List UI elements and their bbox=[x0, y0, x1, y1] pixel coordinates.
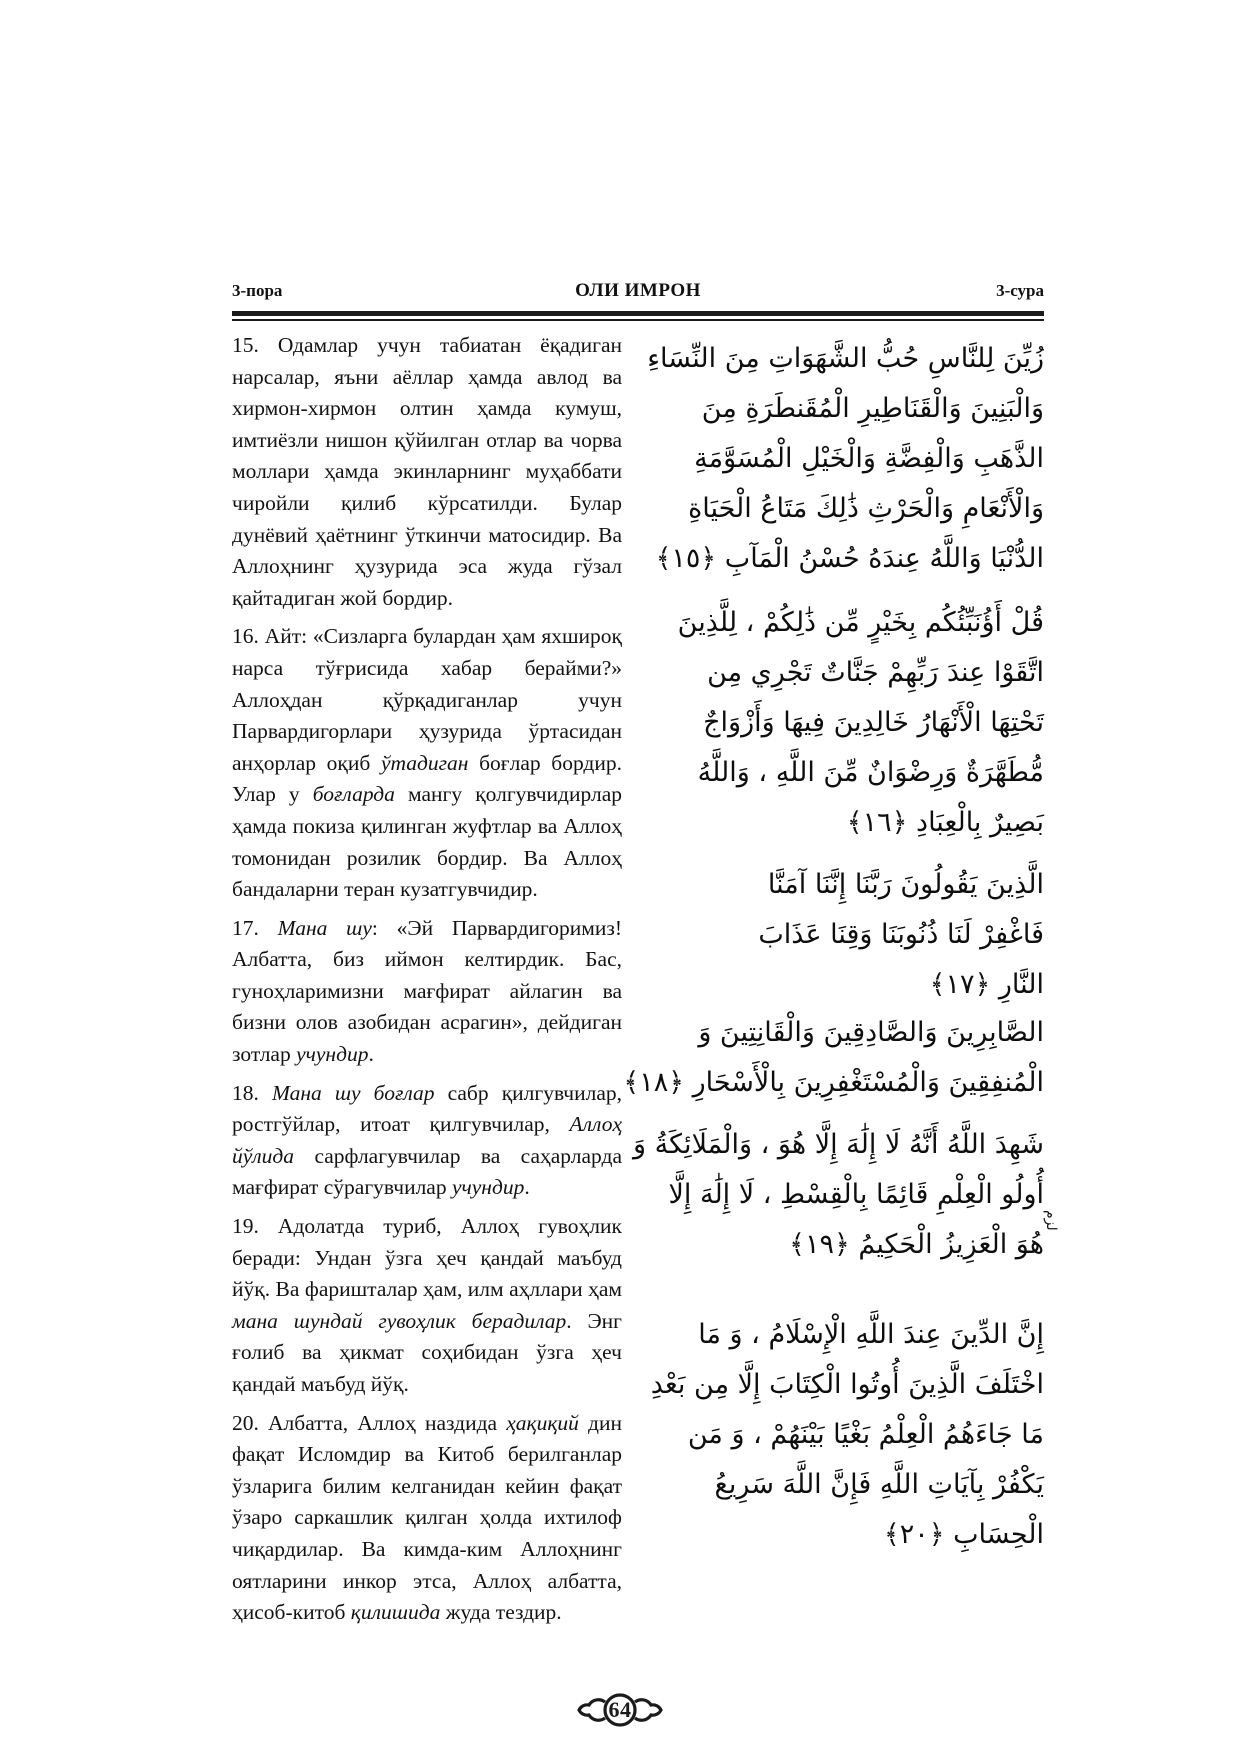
arabic-line: وَالْأَنْعَامِ وَالْحَرْثِ ذَٰلِكَ مَتَاعُ الْحَيَاةِ bbox=[688, 493, 1044, 524]
arabic-line: اخْتَلَفَ الَّذِينَ أُوتُوا الْكِتَابَ إِلَّا مِن بَعْدِ bbox=[650, 1369, 1044, 1400]
header-rule-thick bbox=[232, 311, 1044, 316]
arabic-verse-block bbox=[652, 860, 1044, 1010]
arabic-line: تَحْتِهَا الْأَنْهَارُ خَالِدِينَ فِيهَا وَأَزْوَاجٌ bbox=[703, 707, 1044, 738]
arabic-verse-block bbox=[652, 598, 1044, 848]
arabic-line: قُلْ أَؤُنَبِّئُكُم بِخَيْرٍ مِّن ذَٰلِكُمْ ، لِلَّذِينَ bbox=[677, 607, 1044, 638]
page-number-ornament bbox=[554, 1688, 686, 1732]
arabic-line: وَالْبَنِينَ وَالْقَنَاطِيرِ الْمُقَنطَرَةِ مِنَ bbox=[701, 393, 1044, 424]
running-header bbox=[232, 280, 1044, 310]
arabic-line: يَكْفُرْ بِآيَاتِ اللَّهِ فَإِنَّ اللَّهَ سَرِيعُ bbox=[714, 1469, 1044, 1500]
page-footer bbox=[0, 1678, 1240, 1742]
verse-paragraph: 15. Одамлар учун табиатан ёқадиган нарсалар, яъни аёллар ҳамда авлод ва хирмон-хирмон олтин ҳамда кумуш, имтиёзли нишон қўйилган отлар ва чорва моллари ҳамда экинларнинг муҳаббати чиройли қилиб кўрсатилди. Булар дунёвий ҳаётнинг ўткинчи матосидир. Ва Аллоҳнинг ҳузурида эса жуда гўзал қайтадиган жой бордир. bbox=[232, 333, 622, 610]
verse-paragraph: 17. Мана шу: «Эй Парвардигоримиз! Албатта, биз иймон келтирдик. Бас, гуноҳларимизни мағфират айлагин ва бизни олов азобидан асрагин», дейдиган зотлар учундир. bbox=[232, 915, 623, 1067]
arabic-line: شَهِدَ اللَّهُ أَنَّهُ لَا إِلَٰهَ إِلَّا هُوَ ، وَالْمَلَائِكَةُ وَ bbox=[633, 1129, 1044, 1160]
arabic-line: زُيِّنَ لِلنَّاسِ حُبُّ الشَّهَوَاتِ مِنَ النِّسَاءِ bbox=[647, 343, 1044, 374]
arabic-verse-block bbox=[647, 334, 1044, 584]
header-surah-number: 3-сура bbox=[996, 281, 1044, 300]
translation-column bbox=[232, 330, 623, 1625]
arabic-line: مُّطَهَّرَةٌ وَرِضْوَانٌ مِّنَ اللَّهِ ، وَاللَّهُ bbox=[697, 757, 1044, 788]
arabic-line: الَّذِينَ يَقُولُونَ رَبَّنَا إِنَّنَا آمَنَّا bbox=[767, 869, 1044, 900]
verse-paragraph: 20. Албатта, Аллоҳ наздида ҳақиқий дин фақат Исломдир ва Китоб берилганлар ўзларига билим келганидан кейин фақат ўзаро саркашлик қилган ҳолда ихтилоф чиқардилар. Ва кимда-ким Аллоҳнинг оятларини инкор этса, Аллоҳ албатта, ҳисоб-китоб қилишида жуда тездир. bbox=[232, 1410, 622, 1625]
arabic-verse-block bbox=[652, 1310, 1044, 1560]
arabic-line: مَا جَاءَهُمُ الْعِلْمُ بَغْيًا بَيْنَهُمْ ، وَ مَن bbox=[687, 1419, 1044, 1450]
arabic-column bbox=[623, 330, 1059, 1620]
arabic-marginal-note: لزم bbox=[1043, 1210, 1059, 1231]
arabic-line: اتَّقَوْا عِندَ رَبِّهِمْ جَنَّاتٌ تَجْرِي مِن bbox=[707, 657, 1044, 688]
arabic-line: النَّارِ ﴿١٧﴾ bbox=[929, 969, 1044, 1000]
verse-paragraph: 18. Мана шу боғлар сабр қилгувчилар, ростгўйлар, итоат қилгувчилар, Аллоҳ йўлида сарфлагувчилар ва саҳарларда мағфират сўрагувчилар учундир. bbox=[232, 1080, 623, 1200]
arabic-line: أُولُو الْعِلْمِ قَائِمًا بِالْقِسْطِ ، لَا إِلَٰهَ إِلَّا bbox=[668, 1179, 1044, 1210]
arabic-verse-block bbox=[623, 1008, 1044, 1108]
header-juz-label: 3-пора bbox=[232, 281, 283, 300]
header-rule-thin bbox=[232, 319, 1044, 321]
arabic-line: الصَّابِرِينَ وَالصَّادِقِينَ وَالْقَانِتِينَ وَ bbox=[698, 1017, 1044, 1048]
arabic-line: الذَّهَبِ وَالْفِضَّةِ وَالْخَيْلِ الْمُسَوَّمَةِ bbox=[694, 443, 1044, 474]
header-surah-title: ОЛИ ИМРОН bbox=[575, 280, 701, 301]
arabic-line: الدُّنْيَا وَاللَّهُ عِندَهُ حُسْنُ الْمَآبِ ﴿١٥﴾ bbox=[655, 543, 1044, 574]
page-body bbox=[232, 330, 1059, 1625]
arabic-line: الْمُنفِقِينَ وَالْمُسْتَغْفِرِينَ بِالْأَسْحَارِ ﴿١٨﴾ bbox=[623, 1067, 1044, 1098]
page-number: 64 bbox=[608, 1697, 632, 1722]
arabic-line: هُوَ الْعَزِيزُ الْحَكِيمُ ﴿١٩﴾ bbox=[789, 1229, 1044, 1260]
arabic-line: الْحِسَابِ ﴿٢٠﴾ bbox=[883, 1519, 1044, 1550]
arabic-line: بَصِيرٌ بِالْعِبَادِ ﴿١٦﴾ bbox=[846, 807, 1044, 838]
arabic-verse-block bbox=[633, 1120, 1044, 1270]
arabic-line: إِنَّ الدِّينَ عِندَ اللَّهِ الْإِسْلَامُ ، وَ مَا bbox=[698, 1319, 1044, 1350]
arabic-line: فَاغْفِرْ لَنَا ذُنُوبَنَا وَقِنَا عَذَابَ bbox=[758, 919, 1044, 950]
verse-paragraph: 16. Айт: «Сизларга булардан ҳам яхшироқ нарса тўғрисида хабар берайми?» Аллоҳдан қўрқадиганлар учун Парвардигорлари ҳузурида ўртасидан анҳорлар оқиб ўтадиган боғлар бордир. Улар у боғларда мангу қолгувчидирлар ҳамда покиза қилинган жуфтлар ва Аллоҳ томонидан розилик бордир. Ва Аллоҳ бандаларни теран кузатгувчидир. bbox=[232, 624, 622, 902]
verse-paragraph: 19. Адолатда туриб, Аллоҳ гувоҳлик беради: Ундан ўзга ҳеч қандай маъбуд йўқ. Ва фаришталар ҳам, илм аҳллари ҳам мана шундай гувоҳлик берадилар. Энг ғолиб ва ҳикмат соҳибидан ўзга ҳеч қандай маъбуд йўқ. bbox=[232, 1214, 622, 1396]
